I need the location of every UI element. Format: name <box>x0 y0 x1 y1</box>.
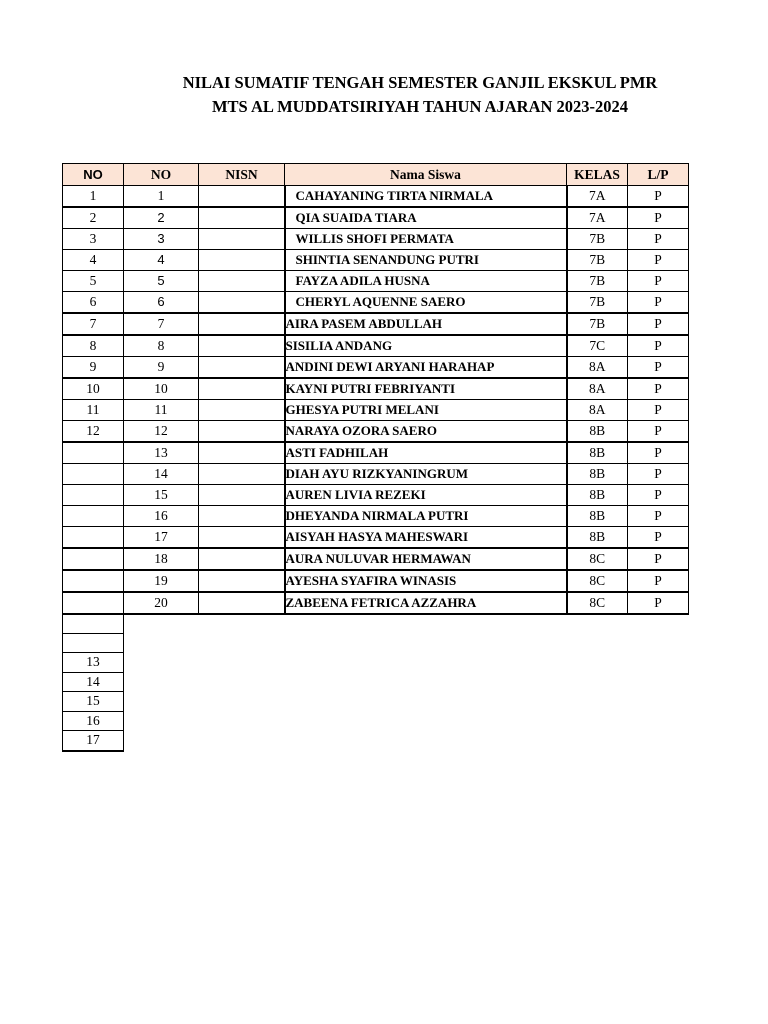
student-number-cell: 12 <box>124 421 199 443</box>
nisn-cell <box>199 592 285 614</box>
kelas-cell: 8C <box>567 570 628 592</box>
kelas-cell: 7B <box>567 250 628 271</box>
row-number-cell <box>63 527 124 549</box>
student-name-cell: AYESHA SYAFIRA WINASIS <box>285 570 567 592</box>
student-number-cell: 16 <box>124 506 199 527</box>
student-number-cell: 6 <box>124 292 199 314</box>
nisn-cell <box>199 421 285 443</box>
student-name-cell: WILLIS SHOFI PERMATA <box>285 229 567 250</box>
student-name-cell: SHINTIA SENANDUNG PUTRI <box>285 250 567 271</box>
student-name-cell: AIRA PASEM ABDULLAH <box>285 313 567 335</box>
gender-cell: P <box>628 335 689 357</box>
kelas-cell: 7A <box>567 186 628 208</box>
row-number-cell: 7 <box>63 313 124 335</box>
row-number-cell: 12 <box>63 421 124 443</box>
student-number-cell: 10 <box>124 378 199 400</box>
kelas-cell: 8B <box>567 485 628 506</box>
student-table <box>62 163 689 615</box>
extra-number-cell: 16 <box>63 711 124 731</box>
row-number-cell: 1 <box>63 186 124 208</box>
student-name-cell: AISYAH HASYA MAHESWARI <box>285 527 567 549</box>
student-number-cell: 18 <box>124 548 199 570</box>
gender-cell: P <box>628 186 689 208</box>
row-number-cell <box>63 485 124 506</box>
kelas-cell: 7B <box>567 313 628 335</box>
student-number-cell: 9 <box>124 357 199 379</box>
table-row <box>63 229 689 250</box>
student-number-cell: 11 <box>124 400 199 421</box>
extra-number-cell: 15 <box>63 692 124 712</box>
kelas-cell: 8B <box>567 464 628 485</box>
student-name-cell: GHESYA PUTRI MELANI <box>285 400 567 421</box>
table-row <box>63 400 689 421</box>
student-name-cell: NARAYA OZORA SAERO <box>285 421 567 443</box>
gender-cell: P <box>628 378 689 400</box>
kelas-cell: 7B <box>567 271 628 292</box>
table-row <box>63 250 689 271</box>
nisn-cell <box>199 548 285 570</box>
row-number-cell: 8 <box>63 335 124 357</box>
table-row <box>63 570 689 592</box>
gender-cell: P <box>628 506 689 527</box>
student-number-cell: 17 <box>124 527 199 549</box>
gender-cell: P <box>628 548 689 570</box>
gender-cell: P <box>628 570 689 592</box>
row-number-cell <box>63 570 124 592</box>
student-name-cell: CAHAYANING TIRTA NIRMALA <box>285 186 567 208</box>
table-row <box>63 207 689 229</box>
header-nama-siswa: Nama Siswa <box>285 164 567 186</box>
kelas-cell: 8B <box>567 527 628 549</box>
nisn-cell <box>199 335 285 357</box>
gender-cell: P <box>628 464 689 485</box>
extra-number-column <box>62 613 124 752</box>
row-number-cell <box>63 442 124 464</box>
table-row <box>63 292 689 314</box>
nisn-cell <box>199 378 285 400</box>
header-lp: L/P <box>628 164 689 186</box>
gender-cell: P <box>628 313 689 335</box>
student-name-cell: KAYNI PUTRI FEBRIYANTI <box>285 378 567 400</box>
student-number-cell: 8 <box>124 335 199 357</box>
gender-cell: P <box>628 421 689 443</box>
nisn-cell <box>199 207 285 229</box>
table-row <box>63 357 689 379</box>
row-number-cell <box>63 464 124 485</box>
kelas-cell: 7B <box>567 292 628 314</box>
table-row <box>63 464 689 485</box>
row-number-cell: 4 <box>63 250 124 271</box>
kelas-cell: 7B <box>567 229 628 250</box>
extra-number-cell: 14 <box>63 672 124 692</box>
student-name-cell: AURA NULUVAR HERMAWAN <box>285 548 567 570</box>
extra-number-cell: 13 <box>63 653 124 673</box>
student-name-cell: AUREN LIVIA REZEKI <box>285 485 567 506</box>
kelas-cell: 8B <box>567 506 628 527</box>
table-row <box>63 378 689 400</box>
table-row <box>63 271 689 292</box>
row-number-cell <box>63 592 124 614</box>
student-number-cell: 7 <box>124 313 199 335</box>
table-row <box>63 548 689 570</box>
kelas-cell: 8C <box>567 592 628 614</box>
nisn-cell <box>199 250 285 271</box>
row-number-cell: 6 <box>63 292 124 314</box>
row-number-cell: 5 <box>63 271 124 292</box>
kelas-cell: 8C <box>567 548 628 570</box>
nisn-cell <box>199 271 285 292</box>
student-number-cell: 1 <box>124 186 199 208</box>
nisn-cell <box>199 570 285 592</box>
nisn-cell <box>199 229 285 250</box>
kelas-cell: 8A <box>567 400 628 421</box>
header-no: NO <box>63 164 124 186</box>
gender-cell: P <box>628 207 689 229</box>
table-header-row <box>63 164 689 186</box>
kelas-cell: 7C <box>567 335 628 357</box>
nisn-cell <box>199 186 285 208</box>
student-name-cell: SISILIA ANDANG <box>285 335 567 357</box>
gender-cell: P <box>628 271 689 292</box>
table-row <box>63 421 689 443</box>
nisn-cell <box>199 357 285 379</box>
nisn-cell <box>199 292 285 314</box>
row-number-cell: 2 <box>63 207 124 229</box>
extra-number-cell <box>63 614 124 634</box>
student-name-cell: ZABEENA FETRICA AZZAHRA <box>285 592 567 614</box>
kelas-cell: 8A <box>567 357 628 379</box>
student-number-cell: 3 <box>124 229 199 250</box>
row-number-cell <box>63 548 124 570</box>
student-number-cell: 2 <box>124 207 199 229</box>
nisn-cell <box>199 506 285 527</box>
student-number-cell: 20 <box>124 592 199 614</box>
gender-cell: P <box>628 592 689 614</box>
header-kelas: KELAS <box>567 164 628 186</box>
extra-number-cell <box>63 633 124 653</box>
student-name-cell: ANDINI DEWI ARYANI HARAHAP <box>285 357 567 379</box>
nisn-cell <box>199 527 285 549</box>
table-row <box>63 592 689 614</box>
gender-cell: P <box>628 250 689 271</box>
nisn-cell <box>199 313 285 335</box>
table-row <box>63 506 689 527</box>
student-name-cell: QIA SUAIDA TIARA <box>285 207 567 229</box>
gender-cell: P <box>628 485 689 506</box>
table-row <box>63 335 689 357</box>
row-number-cell: 3 <box>63 229 124 250</box>
kelas-cell: 8A <box>567 378 628 400</box>
gender-cell: P <box>628 527 689 549</box>
student-number-cell: 13 <box>124 442 199 464</box>
student-name-cell: CHERYL AQUENNE SAERO <box>285 292 567 314</box>
document-title-line-2: MTS AL MUDDATSIRIYAH TAHUN AJARAN 2023-2024 <box>211 97 629 116</box>
header-nisn: NISN <box>199 164 285 186</box>
extra-number-cell: 17 <box>63 731 124 751</box>
kelas-cell: 7A <box>567 207 628 229</box>
student-number-cell: 15 <box>124 485 199 506</box>
table-row <box>63 313 689 335</box>
row-number-cell <box>63 506 124 527</box>
table-row <box>63 527 689 549</box>
document-title-line-1: NILAI SUMATIF TENGAH SEMESTER GANJIL EKSKUL PMR <box>182 73 658 92</box>
row-number-cell: 9 <box>63 357 124 379</box>
student-name-cell: DHEYANDA NIRMALA PUTRI <box>285 506 567 527</box>
student-name-cell: ASTI FADHILAH <box>285 442 567 464</box>
student-number-cell: 4 <box>124 250 199 271</box>
header-no: NO <box>124 164 199 186</box>
nisn-cell <box>199 400 285 421</box>
table-row <box>63 485 689 506</box>
nisn-cell <box>199 485 285 506</box>
student-number-cell: 19 <box>124 570 199 592</box>
gender-cell: P <box>628 292 689 314</box>
kelas-cell: 8B <box>567 442 628 464</box>
gender-cell: P <box>628 400 689 421</box>
table-row <box>63 186 689 208</box>
gender-cell: P <box>628 442 689 464</box>
gender-cell: P <box>628 357 689 379</box>
row-number-cell: 10 <box>63 378 124 400</box>
nisn-cell <box>199 464 285 485</box>
student-number-cell: 14 <box>124 464 199 485</box>
student-name-cell: DIAH AYU RIZKYANINGRUM <box>285 464 567 485</box>
kelas-cell: 8B <box>567 421 628 443</box>
table-row <box>63 442 689 464</box>
student-name-cell: FAYZA ADILA HUSNA <box>285 271 567 292</box>
nisn-cell <box>199 442 285 464</box>
gender-cell: P <box>628 229 689 250</box>
row-number-cell: 11 <box>63 400 124 421</box>
student-number-cell: 5 <box>124 271 199 292</box>
